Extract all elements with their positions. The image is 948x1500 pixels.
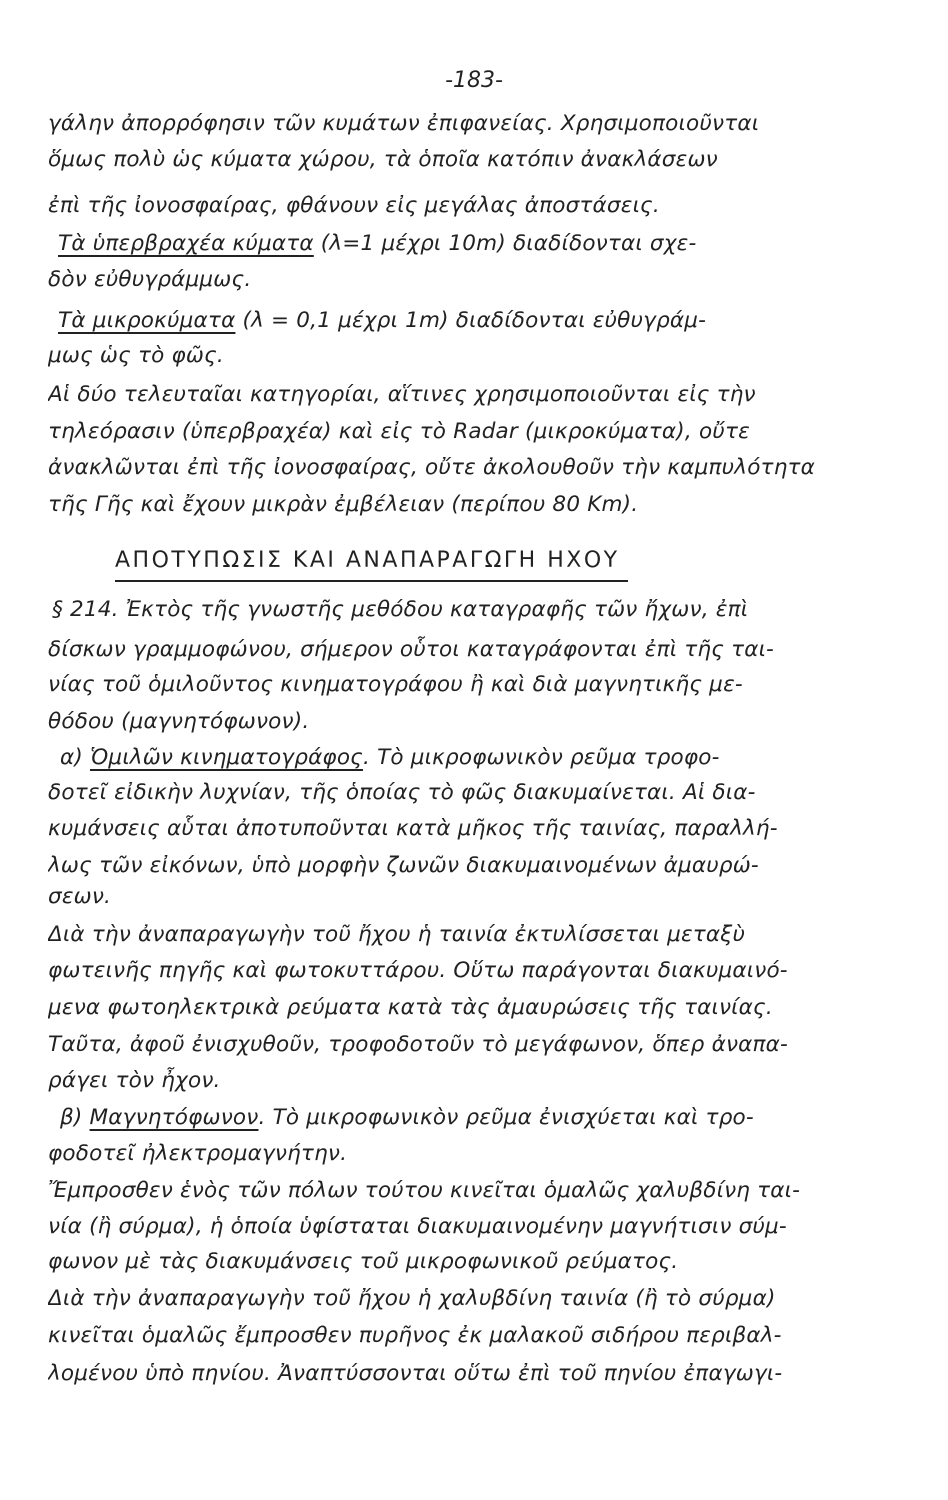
text-line: φοδοτεῖ ἠλεκτρομαγνήτην. <box>48 1141 348 1166</box>
text-line: σεων. <box>48 884 112 909</box>
text-line: § 214. Ἐκτὸς τῆς γνωστῆς μεθόδου καταγραφῆς τῶν ἤχων, ἐπὶ <box>52 597 749 622</box>
text-line: τῆς Γῆς καὶ ἔχουν μικρὰν ἐμβέλειαν (περίπου 80 Km). <box>48 492 639 517</box>
text-line: Ἔμπροσθεν ἑνὸς τῶν πόλων τούτου κινεῖται ὁμαλῶς χαλυβδίνη ται- <box>48 1178 801 1203</box>
text-line <box>58 304 920 338</box>
text-line: λως τῶν εἰκόνων, ὑπὸ μορφὴν ζωνῶν διακυμαινομένων ἀμαυρώ- <box>48 853 759 878</box>
underlined-term: Τὰ μικροκύματα <box>58 308 236 333</box>
underlined-term: Μαγνητόφωνον <box>89 1105 259 1130</box>
text-line: Ταῦτα, ἀφοῦ ἐνισχυθοῦν, τροφοδοτοῦν τὸ μεγάφωνον, ὅπερ ἀναπα- <box>48 1032 788 1057</box>
text-line: νία (ἢ σύρμα), ἡ ὁποία ὑφίσταται διακυμαινομένην μαγνήτισιν σύμ- <box>48 1214 787 1239</box>
section-heading: ΑΠΟΤΥΠΩΣΙΣ ΚΑΙ ΑΝΑΠΑΡΑΓΩΓΗ ΗΧΟΥ <box>115 545 628 582</box>
text-line: δοτεῖ εἰδικὴν λυχνίαν, τῆς ὁποίας τὸ φῶς διακυμαίνεται. Αἱ δια- <box>48 780 756 805</box>
text-line: ράγει τὸν ἦχον. <box>48 1068 221 1093</box>
text-line: φωτεινῆς πηγῆς καὶ φωτοκυττάρου. Οὕτω παράγονται διακυμαινό- <box>48 958 788 983</box>
text-run: . Τὸ μικροφωνικὸν ρεῦμα ἐνισχύεται καὶ τρο- <box>258 1105 754 1130</box>
underlined-term: Ὁμιλῶν κινηματογράφος <box>90 745 363 770</box>
text-line: κινεῖται ὁμαλῶς ἔμπροσθεν πυρῆνος ἐκ μαλακοῦ σιδήρου περιβαλ- <box>48 1323 782 1348</box>
text-line: ἀνακλῶνται ἐπὶ τῆς ἰονοσφαίρας, οὔτε ἀκολουθοῦν τὴν καμπυλότητα <box>48 455 816 480</box>
list-label: β) <box>60 1105 90 1130</box>
text-line: Διὰ τὴν ἀναπαραγωγὴν τοῦ ἤχου ἡ χαλυβδίνη ταινία (ἢ τὸ σύρμα) <box>48 1286 776 1311</box>
text-line: δὸν εὐθυγράμμως. <box>48 267 252 292</box>
text-line: μενα φωτοηλεκτρικὰ ρεύματα κατὰ τὰς ἀμαυρώσεις τῆς ταινίας. <box>48 995 773 1020</box>
underlined-term: Τὰ ὑπερβραχέα κύματα <box>58 231 314 256</box>
text-line: Αἱ δύο τελευταῖαι κατηγορίαι, αἵτινες χρησιμοποιοῦνται εἰς τὴν <box>48 382 756 407</box>
text-line: φωνον μὲ τὰς διακυμάνσεις τοῦ μικροφωνικοῦ ρεύματος. <box>48 1249 679 1274</box>
text-line: ὅμως πολὺ ὡς κύματα χώρου, τὰ ὁποῖα κατόπιν ἀνακλάσεων <box>48 147 718 172</box>
text-line: κυμάνσεις αὗται ἀποτυποῦνται κατὰ μῆκος τῆς ταινίας, παραλλή- <box>48 816 778 841</box>
text-line <box>58 227 920 261</box>
text-line: ἐπὶ τῆς ἰονοσφαίρας, φθάνουν εἰς μεγάλας ἀποστάσεις. <box>48 193 660 218</box>
text-run: . Τὸ μικροφωνικὸν ρεῦμα τροφο- <box>363 745 720 770</box>
page-number: -183- <box>445 68 503 93</box>
text-line: γάλην ἀπορρόφησιν τῶν κυμάτων ἐπιφανείας. Χρησιμοποιοῦνται <box>48 111 760 136</box>
text-line: μως ὡς τὸ φῶς. <box>48 343 224 368</box>
text-line: τηλεόρασιν (ὑπερβραχέα) καὶ εἰς τὸ Radar (μικροκύματα), οὔτε <box>48 419 750 444</box>
text-run: (λ=1 μέχρι 10m) διαδίδονται σχε- <box>313 231 697 256</box>
text-line: νίας τοῦ ὁμιλοῦντος κινηματογράφου ἢ καὶ διὰ μαγνητικῆς με- <box>48 672 743 697</box>
text-line: θόδου (μαγνητόφωνον). <box>48 709 310 734</box>
list-label: α) <box>60 745 90 770</box>
text-line: Διὰ τὴν ἀναπαραγωγὴν τοῦ ἤχου ἡ ταινία ἐκτυλίσσεται μεταξὺ <box>48 922 746 947</box>
text-line: δίσκων γραμμοφώνου, σήμερον οὗτοι καταγράφονται ἐπὶ τῆς ται- <box>48 637 775 662</box>
text-line <box>60 741 922 775</box>
text-line <box>60 1101 922 1135</box>
text-run: (λ = 0,1 μέχρι 1m) διαδίδονται εὐθυγράμ- <box>235 308 707 333</box>
text-line: λομένου ὑπὸ πηνίου. Ἀναπτύσσονται οὕτω ἐπὶ τοῦ πηνίου ἐπαγωγι- <box>48 1361 783 1386</box>
